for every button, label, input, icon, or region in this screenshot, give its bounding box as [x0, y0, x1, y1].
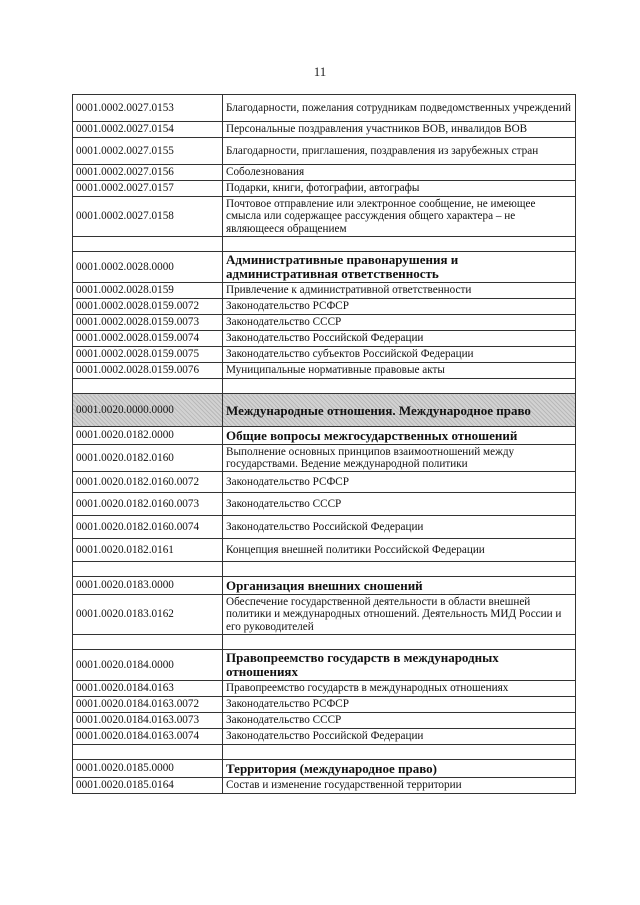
row-title: Законодательство Российской Федерации — [223, 331, 576, 347]
row-title: Обеспечение государственной деятельности в области внешней политики и международных отношений. Деятельность МИД России и его руководителей — [223, 595, 576, 635]
row-title: Персональные поздравления участников ВОВ, инвалидов ВОВ — [223, 122, 576, 138]
row-code: 0001.0002.0028.0000 — [73, 252, 223, 283]
table-row — [73, 778, 576, 794]
table-row — [73, 95, 576, 122]
classifier-table — [72, 94, 576, 794]
row-title: Организация внешних сношений — [223, 577, 576, 595]
row-code: 0001.0020.0182.0160.0073 — [73, 493, 223, 516]
row-code — [73, 379, 223, 394]
row-title: Благодарности, пожелания сотрудникам подведомственных учреждений — [223, 95, 576, 122]
row-title: Административные правонарушения и административная ответственность — [223, 252, 576, 283]
table-row — [73, 331, 576, 347]
spacer-row — [73, 562, 576, 577]
row-title: Законодательство РСФСР — [223, 472, 576, 493]
spacer-row — [73, 379, 576, 394]
row-code — [73, 237, 223, 252]
row-code: 0001.0020.0182.0160 — [73, 445, 223, 472]
row-code: 0001.0002.0027.0154 — [73, 122, 223, 138]
row-title: Законодательство РСФСР — [223, 299, 576, 315]
row-code: 0001.0020.0185.0000 — [73, 760, 223, 778]
table-row — [73, 138, 576, 165]
row-title: Состав и изменение государственной территории — [223, 778, 576, 794]
table-row — [73, 472, 576, 493]
row-title: Муниципальные нормативные правовые акты — [223, 363, 576, 379]
table-row — [73, 697, 576, 713]
row-code: 0001.0020.0184.0163 — [73, 681, 223, 697]
table-row — [73, 299, 576, 315]
table-row — [73, 539, 576, 562]
table-row — [73, 493, 576, 516]
row-code: 0001.0002.0028.0159 — [73, 283, 223, 299]
table-row — [73, 165, 576, 181]
table-row — [73, 315, 576, 331]
row-title: Общие вопросы межгосударственных отношений — [223, 427, 576, 445]
row-title: Соболезнования — [223, 165, 576, 181]
heading-row — [73, 427, 576, 445]
row-code: 0001.0020.0182.0000 — [73, 427, 223, 445]
row-code: 0001.0002.0028.0159.0074 — [73, 331, 223, 347]
row-code — [73, 635, 223, 650]
table-row — [73, 516, 576, 539]
table-row — [73, 363, 576, 379]
row-code — [73, 745, 223, 760]
row-title: Территория (международное право) — [223, 760, 576, 778]
row-title: Международные отношения. Международное право — [223, 394, 576, 427]
row-code: 0001.0020.0184.0163.0072 — [73, 697, 223, 713]
heading-row — [73, 252, 576, 283]
table-row — [73, 713, 576, 729]
row-title: Законодательство субъектов Российской Федерации — [223, 347, 576, 363]
row-title: Законодательство РСФСР — [223, 697, 576, 713]
row-title: Почтовое отправление или электронное сообщение, не имеющее смысла или содержащее рассуждения общего характера – не являющееся обращением — [223, 197, 576, 237]
heading-row — [73, 650, 576, 681]
row-code: 0001.0020.0182.0161 — [73, 539, 223, 562]
row-title: Законодательство СССР — [223, 493, 576, 516]
row-code: 0001.0002.0028.0159.0076 — [73, 363, 223, 379]
row-code: 0001.0002.0027.0155 — [73, 138, 223, 165]
row-code: 0001.0002.0027.0157 — [73, 181, 223, 197]
row-code: 0001.0020.0182.0160.0074 — [73, 516, 223, 539]
heading-row — [73, 760, 576, 778]
row-title: Законодательство СССР — [223, 315, 576, 331]
section-row — [73, 394, 576, 427]
row-code: 0001.0002.0028.0159.0073 — [73, 315, 223, 331]
row-title: Законодательство СССР — [223, 713, 576, 729]
row-title — [223, 237, 576, 252]
row-code — [73, 562, 223, 577]
table-row — [73, 445, 576, 472]
page-number: 11 — [313, 64, 327, 79]
row-code: 0001.0002.0027.0156 — [73, 165, 223, 181]
row-code: 0001.0002.0027.0158 — [73, 197, 223, 237]
row-code: 0001.0020.0000.0000 — [73, 394, 223, 427]
heading-row — [73, 577, 576, 595]
row-title: Концепция внешней политики Российской Федерации — [223, 539, 576, 562]
row-code: 0001.0020.0185.0164 — [73, 778, 223, 794]
row-title: Правопреемство государств в международных отношениях — [223, 681, 576, 697]
spacer-row — [73, 745, 576, 760]
table-row — [73, 729, 576, 745]
row-code: 0001.0020.0184.0163.0073 — [73, 713, 223, 729]
row-title: Подарки, книги, фотографии, автографы — [223, 181, 576, 197]
row-title: Правопреемство государств в международных отношениях — [223, 650, 576, 681]
row-code: 0001.0020.0184.0000 — [73, 650, 223, 681]
table-row — [73, 347, 576, 363]
spacer-row — [73, 635, 576, 650]
table-row — [73, 595, 576, 635]
row-title: Законодательство Российской Федерации — [223, 729, 576, 745]
row-title — [223, 562, 576, 577]
row-title: Благодарности, приглашения, поздравления из зарубежных стран — [223, 138, 576, 165]
spacer-row — [73, 237, 576, 252]
row-code: 0001.0002.0027.0153 — [73, 95, 223, 122]
row-title: Привлечение к административной ответственности — [223, 283, 576, 299]
row-code: 0001.0020.0184.0163.0074 — [73, 729, 223, 745]
row-title — [223, 635, 576, 650]
classifier-rows — [73, 95, 576, 794]
row-code: 0001.0020.0183.0000 — [73, 577, 223, 595]
row-code: 0001.0002.0028.0159.0072 — [73, 299, 223, 315]
table-row — [73, 283, 576, 299]
row-code: 0001.0020.0183.0162 — [73, 595, 223, 635]
table-row — [73, 197, 576, 237]
row-code: 0001.0002.0028.0159.0075 — [73, 347, 223, 363]
table-row — [73, 122, 576, 138]
row-title: Законодательство Российской Федерации — [223, 516, 576, 539]
table-row — [73, 681, 576, 697]
row-title: Выполнение основных принципов взаимоотношений между государствами. Ведение международной политики — [223, 445, 576, 472]
row-title — [223, 379, 576, 394]
row-title — [223, 745, 576, 760]
table-row — [73, 181, 576, 197]
row-code: 0001.0020.0182.0160.0072 — [73, 472, 223, 493]
